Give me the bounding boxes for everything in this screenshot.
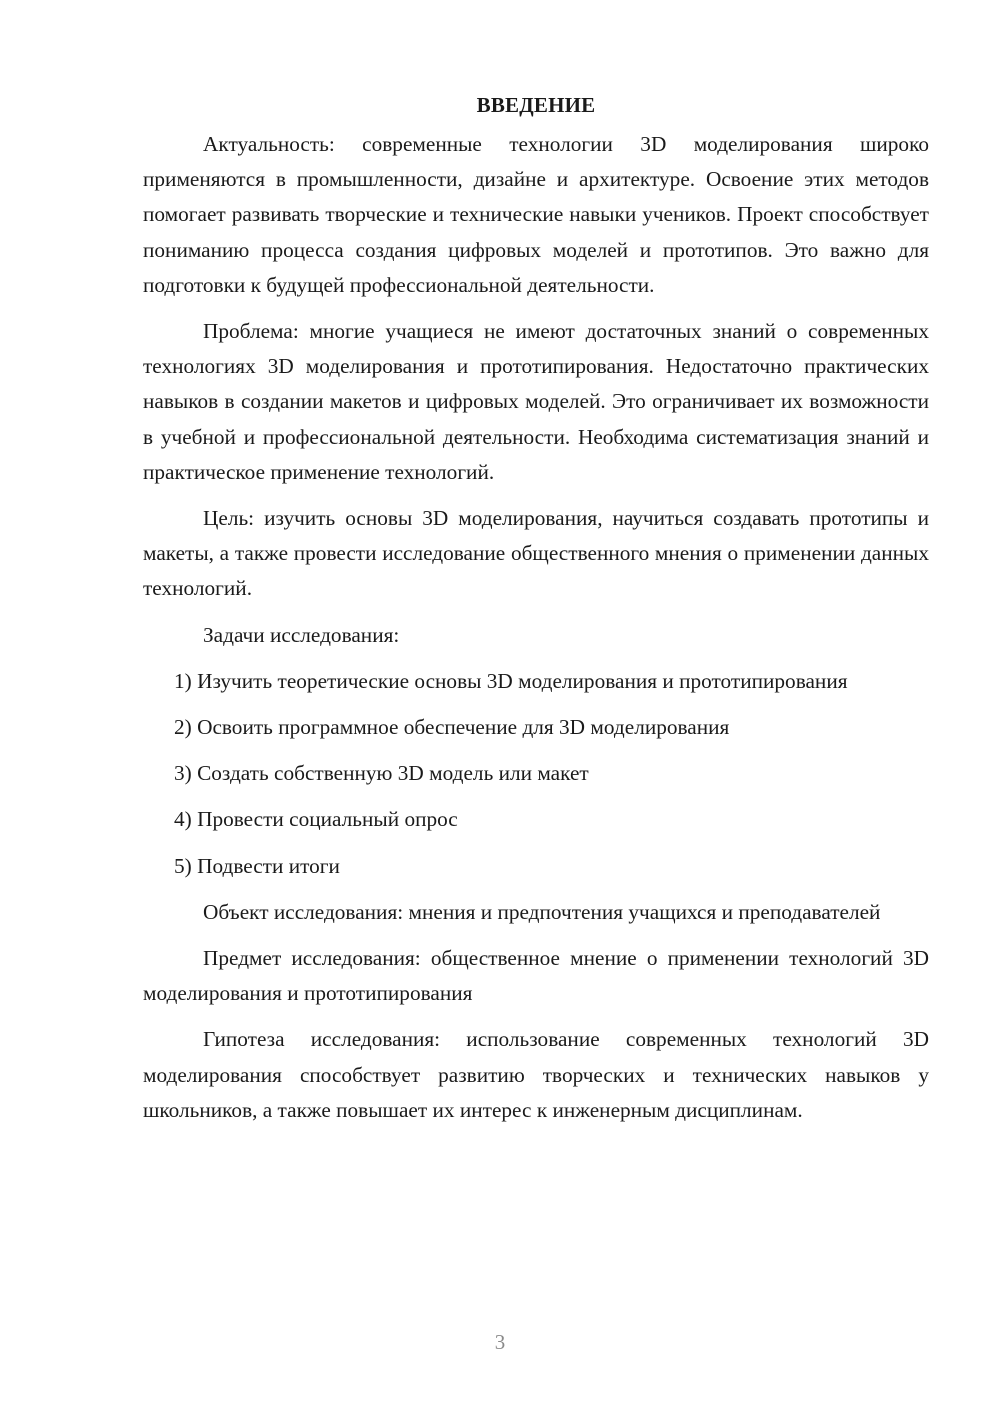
problem-paragraph: Проблема: многие учащиеся не имеют достаточных знаний о современных технологиях 3D моделирования и прототипирования. Недостаточно практических навыков в создании макетов и цифровых моделей. Это ограничивает их возможности в учебной и профессиональной деятельности. Необходима систематизация знаний и практическое применение технологий.	[143, 319, 929, 484]
goal-paragraph: Цель: изучить основы 3D моделирования, научиться создавать прототипы и макеты, а также провести исследование общественного мнения о применении данных технологий.	[143, 506, 929, 601]
tasks-title: Задачи исследования:	[203, 622, 400, 647]
page-number: 3	[494, 1330, 506, 1354]
section-heading: ВВЕДЕНИЕ	[476, 93, 596, 117]
hypothesis-paragraph: Гипотеза исследования: использование современных технологий 3D моделирования способствует развитию творческих и технических навыков у школьников, а также повышает их интерес к инженерным дисциплинам.	[143, 1027, 929, 1122]
object-paragraph: Объект исследования: мнения и предпочтения учащихся и преподавателей	[203, 899, 881, 924]
subject-paragraph: Предмет исследования: общественное мнение о применении технологий 3D моделирования и прототипирования	[143, 946, 929, 1006]
task-item-1: 1) Изучить теоретические основы 3D моделирования и прототипирования	[174, 668, 848, 693]
task-item-2: 2) Освоить программное обеспечение для 3D моделирования	[174, 715, 730, 740]
task-item-4: 4) Провести социальный опрос	[174, 807, 458, 832]
page-content	[143, 88, 929, 1139]
task-item-5: 5) Подвести итоги	[174, 853, 340, 878]
relevance-paragraph: Актуальность: современные технологии 3D моделирования широко применяются в промышленности, дизайне и архитектуре. Освоение этих методов помогает развивать творческие и технические навыки учеников. Проект способствует пониманию процесса создания цифровых моделей и прототипов. Это важно для подготовки к будущей профессиональной деятельности.	[143, 132, 929, 297]
task-item-3: 3) Создать собственную 3D модель или макет	[174, 761, 589, 786]
